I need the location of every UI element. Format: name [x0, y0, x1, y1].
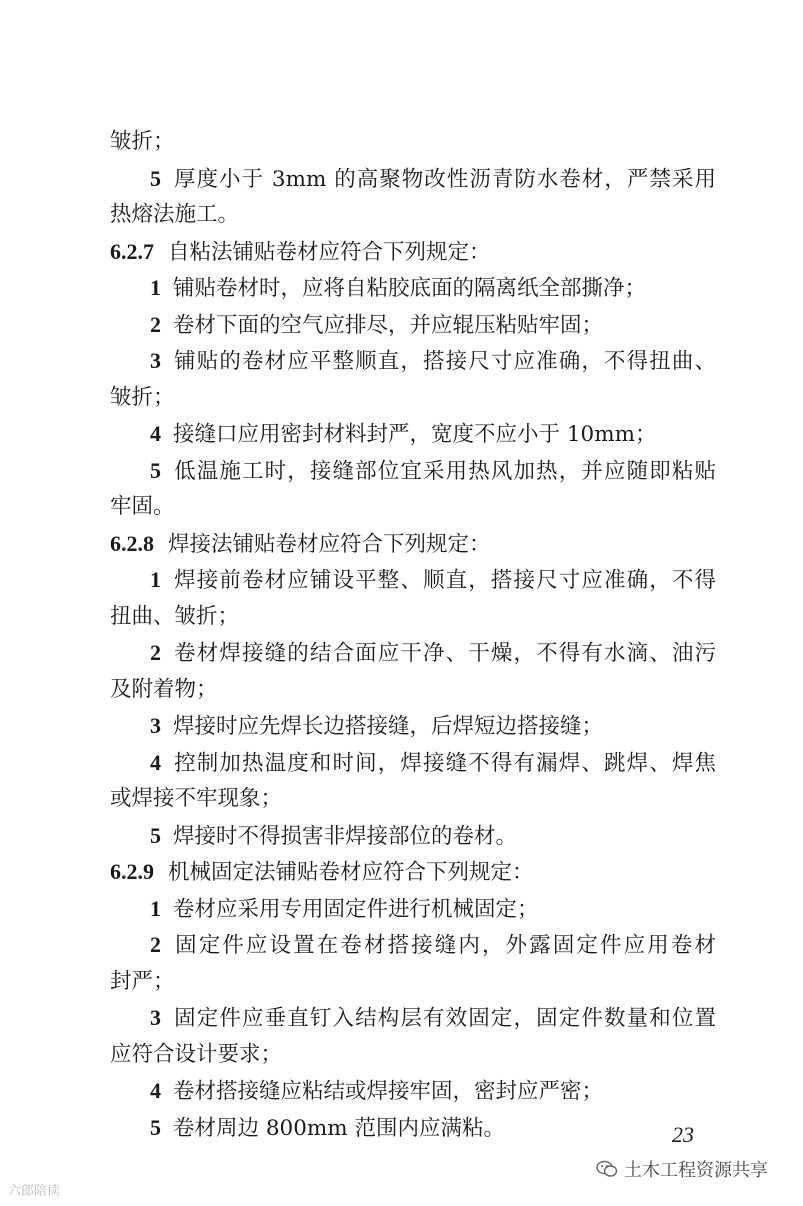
line-text: 铺贴的卷材应平整顺直，搭接尺寸应准确，不得扭曲、	[173, 349, 716, 374]
text-line	[110, 199, 716, 231]
text-line	[150, 1112, 716, 1145]
text-line	[150, 1002, 716, 1035]
text-line	[110, 1039, 716, 1071]
text-line	[150, 345, 716, 378]
line-text: 卷材焊接缝的结合面应干净、干燥，不得有水滴、油污	[173, 641, 716, 666]
line-text: 机械固定法铺贴卷材应符合下列规定：	[168, 860, 534, 885]
line-text: 热熔法施工。	[110, 202, 240, 227]
line-text: 或焊接不牢现象；	[110, 786, 283, 811]
item-number: 2	[150, 640, 161, 665]
item-number: 1	[150, 275, 161, 300]
section-number: 6.2.7	[110, 238, 154, 264]
item-number: 2	[150, 311, 161, 337]
line-text: 应符合设计要求；	[110, 1041, 283, 1067]
line-text: 焊接时不得损害非焊接部位的卷材。	[173, 823, 518, 849]
line-text: 卷材下面的空气应排尽，并应辊压粘贴牢固；	[173, 312, 604, 338]
line-text: 及附着物；	[110, 676, 218, 702]
line-text: 焊接前卷材应铺设平整、顺直，搭接尺寸应准确，不得	[173, 568, 716, 593]
section-number: 6.2.9	[110, 859, 154, 884]
item-number: 3	[150, 713, 161, 738]
text-line	[150, 1075, 716, 1108]
line-text: 卷材周边 800mm 范围内应满粘。	[173, 1115, 505, 1141]
line-text: 固定件应垂直钉入结构层有效固定，固定件数量和位置	[173, 1006, 716, 1031]
text-line	[150, 637, 716, 670]
text-line	[110, 491, 716, 523]
line-text: 厚度小于 3mm 的高聚物改性沥青防水卷材，严禁采用	[173, 166, 716, 192]
text-line	[150, 564, 716, 597]
line-text: 焊接时应先焊长边搭接缝，后焊短边搭接缝；	[173, 714, 604, 739]
item-number: 3	[150, 348, 161, 373]
text-line	[110, 126, 716, 158]
item-number: 2	[150, 932, 161, 957]
item-number: 4	[150, 1078, 161, 1103]
item-number: 4	[150, 749, 161, 775]
item-number: 5	[150, 165, 161, 191]
text-line	[110, 966, 716, 998]
text-line	[150, 272, 716, 305]
text-line	[150, 455, 716, 488]
text-line	[150, 747, 716, 780]
line-text: 皱折；	[110, 129, 175, 154]
line-text: 卷材应采用专用固定件进行机械固定；	[173, 896, 539, 922]
line-text: 焊接法铺贴卷材应符合下列规定：	[168, 531, 491, 557]
item-number: 4	[150, 421, 161, 446]
watermark-corner: 六郎陪读	[8, 1184, 61, 1199]
section-heading-line	[110, 528, 716, 561]
wechat-icon	[596, 1160, 618, 1178]
section-heading-line	[110, 236, 716, 269]
section-number: 6.2.8	[110, 530, 154, 556]
item-number: 1	[150, 567, 161, 592]
item-number: 3	[150, 1005, 161, 1030]
text-line	[110, 382, 716, 414]
text-line	[150, 710, 716, 743]
item-number: 5	[150, 457, 161, 483]
text-line	[150, 163, 716, 196]
line-text: 扭曲、皱折；	[110, 603, 240, 629]
line-text: 固定件应设置在卷材搭接缝内，外露固定件应用卷材	[173, 933, 716, 958]
text-line	[150, 309, 716, 342]
page-number: 23	[672, 1122, 694, 1147]
text-line	[150, 820, 716, 853]
line-text: 控制加热温度和时间，焊接缝不得有漏焊、跳焊、焊焦	[173, 750, 716, 776]
line-text: 自粘法铺贴卷材应符合下列规定：	[168, 239, 491, 265]
watermark-text: 土木工程资源共享	[624, 1160, 768, 1181]
text-line	[150, 893, 716, 926]
item-number: 1	[150, 895, 161, 921]
text-line	[110, 601, 716, 633]
item-number: 5	[150, 822, 161, 848]
line-text: 卷材搭接缝应粘结或焊接牢固，密封应严密；	[173, 1079, 604, 1104]
line-text: 接缝口应用密封材料封严，宽度不应小于 10mm；	[173, 422, 657, 447]
line-text: 铺贴卷材时，应将自粘胶底面的隔离纸全部撕净；	[173, 276, 647, 301]
line-text: 牢固。	[110, 494, 175, 519]
item-number: 5	[150, 1114, 161, 1140]
line-text: 低温施工时，接缝部位宜采用热风加热，并应随即粘贴	[173, 458, 716, 484]
section-heading-line	[110, 856, 716, 889]
text-line	[150, 418, 716, 451]
watermark-wechat	[596, 1156, 768, 1182]
text-line	[150, 929, 716, 962]
line-text: 封严；	[110, 968, 175, 994]
text-line	[110, 674, 716, 706]
line-text: 皱折；	[110, 384, 175, 410]
text-line	[110, 783, 716, 815]
